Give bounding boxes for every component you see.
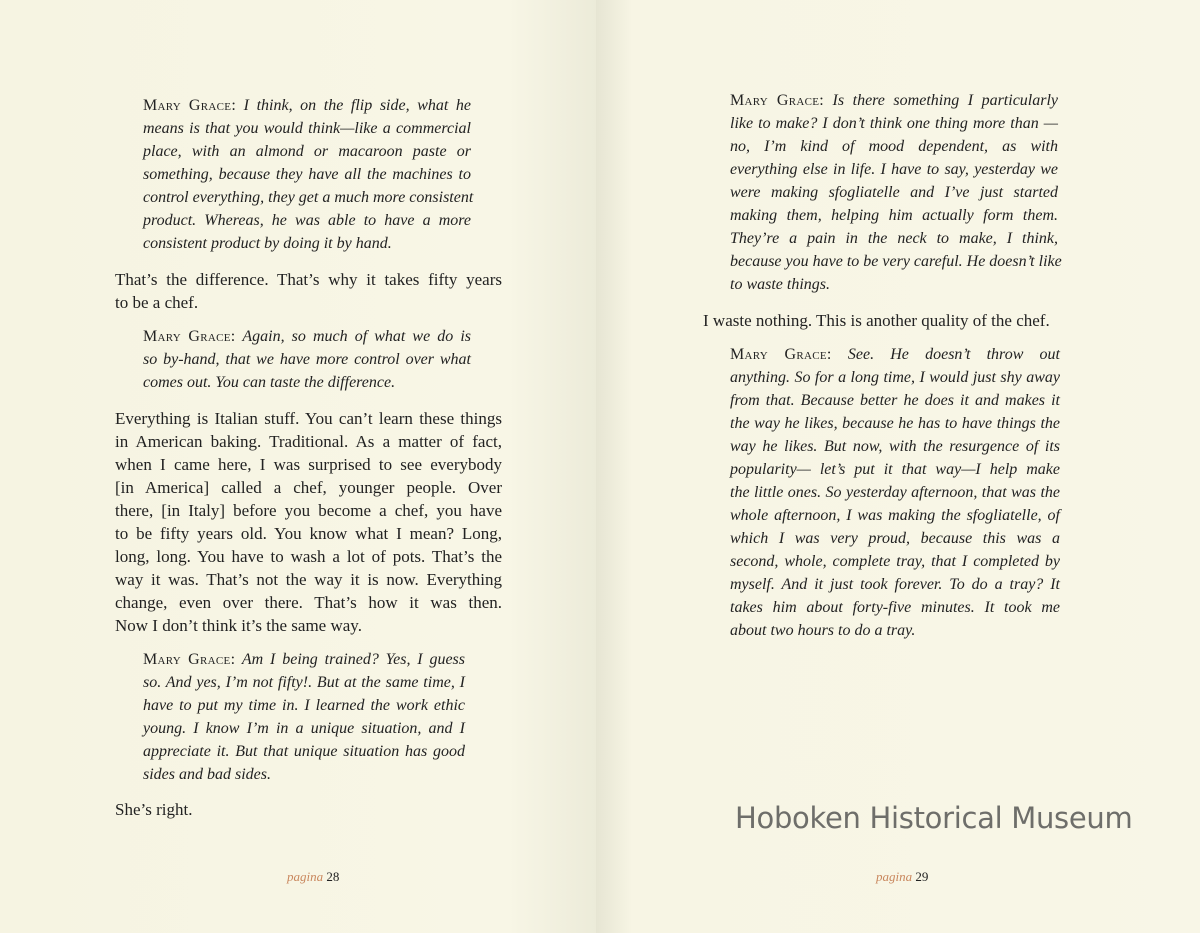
text-line bbox=[143, 140, 471, 163]
text-line bbox=[115, 522, 502, 545]
line-text: to be fifty years old. You know what I mean? Long, bbox=[115, 524, 502, 543]
right-page bbox=[596, 0, 1200, 933]
line-text: I waste nothing. This is another quality of the chef. bbox=[703, 311, 1050, 330]
text-line bbox=[115, 453, 502, 476]
text-line bbox=[730, 435, 1060, 458]
speaker-label: Mary Grace: bbox=[143, 97, 237, 114]
text-line bbox=[730, 135, 1058, 158]
text-line bbox=[115, 268, 502, 291]
line-text: long, long. You have to wash a lot of pots. That’s the bbox=[115, 547, 502, 566]
text-line bbox=[143, 671, 465, 694]
line-text: to waste things. bbox=[730, 276, 831, 293]
line-text: like to make? I don’t think one thing more than — bbox=[730, 115, 1058, 132]
text-line bbox=[703, 309, 1087, 332]
line-text: I think, on the flip side, what he bbox=[243, 97, 471, 114]
text-line bbox=[143, 325, 471, 348]
text-line bbox=[730, 89, 1058, 112]
line-text: there, [in Italy] before you become a chef, you have bbox=[115, 501, 502, 520]
line-text: means is that you would think—like a commercial bbox=[143, 120, 471, 137]
text-line bbox=[143, 186, 474, 209]
text-line bbox=[730, 458, 1060, 481]
line-text: everything else in life. I have to say, yesterday we bbox=[730, 161, 1058, 178]
speaker-label: Mary Grace: bbox=[143, 328, 236, 345]
text-line bbox=[143, 717, 465, 740]
body-paragraph bbox=[115, 798, 215, 821]
text-line bbox=[730, 273, 1058, 296]
text-line bbox=[730, 158, 1058, 181]
text-line bbox=[143, 763, 465, 786]
text-line bbox=[730, 204, 1058, 227]
text-line bbox=[730, 112, 1058, 135]
line-text: have to put my time in. I learned the work ethic bbox=[143, 697, 465, 714]
text-line bbox=[143, 740, 465, 763]
line-text: Is there something I particularly bbox=[832, 92, 1059, 109]
body-paragraph bbox=[703, 309, 1087, 332]
interview-quote bbox=[143, 325, 471, 394]
text-line bbox=[115, 499, 502, 522]
line-text: from that. Because better he does it and makes it bbox=[730, 392, 1060, 409]
text-line bbox=[730, 412, 1060, 435]
line-text: making them, helping him actually form them. bbox=[730, 207, 1058, 224]
line-text: to be a chef. bbox=[115, 293, 199, 312]
page-number: pagina 29 bbox=[876, 869, 929, 884]
line-text: when I came here, I was surprised to see everybody bbox=[115, 455, 502, 474]
text-line bbox=[143, 94, 471, 117]
line-text: See. He doesn’t throw out bbox=[847, 346, 1060, 363]
line-text: anything. So for a long time, I would just shy away bbox=[730, 369, 1060, 386]
text-line bbox=[143, 348, 471, 371]
text-line bbox=[115, 798, 215, 821]
line-text: which I was very proud, because this was a bbox=[730, 530, 1060, 547]
body-paragraph bbox=[115, 407, 502, 637]
museum-watermark: Hoboken Historical Museum bbox=[735, 801, 1133, 835]
line-text: so. And yes, I’m not fifty!. But at the same time, I bbox=[143, 674, 465, 691]
text-line bbox=[730, 550, 1060, 573]
text-line bbox=[143, 209, 471, 232]
line-text: so by-hand, that we have more control over what bbox=[143, 351, 471, 368]
text-line bbox=[730, 366, 1060, 389]
line-text: myself. And it just took forever. To do a tray? It bbox=[730, 576, 1060, 593]
line-text: change, even over there. That’s how it was then. bbox=[115, 593, 502, 612]
line-text: They’re a pain in the neck to make, I think, bbox=[730, 230, 1058, 247]
text-line bbox=[730, 527, 1060, 550]
speaker-label: Mary Grace: bbox=[730, 346, 832, 363]
line-text: place, with an almond or macaroon paste or bbox=[143, 143, 471, 160]
line-text: [in America] called a chef, younger people. Over bbox=[115, 478, 502, 497]
page-number: pagina 28 bbox=[287, 869, 340, 884]
text-line bbox=[730, 227, 1058, 250]
line-text: were making sfogliatelle and I’ve just started bbox=[730, 184, 1058, 201]
line-text: appreciate it. But that unique situation has good bbox=[143, 743, 465, 760]
speaker-label: Mary Grace: bbox=[730, 92, 825, 109]
text-line bbox=[730, 504, 1060, 527]
line-text: popularity— let’s put it that way—I help make bbox=[730, 461, 1060, 478]
line-text: Everything is Italian stuff. You can’t learn these things bbox=[115, 409, 502, 428]
line-text: because you have to be very careful. He doesn’t like bbox=[730, 253, 1062, 270]
line-text: takes him about forty-five minutes. It took me bbox=[730, 599, 1060, 616]
text-line bbox=[115, 291, 502, 314]
text-line bbox=[143, 232, 471, 255]
text-line bbox=[143, 648, 465, 671]
text-line bbox=[115, 430, 502, 453]
line-text: Am I being trained? Yes, I guess bbox=[241, 651, 466, 668]
line-text: second, whole, complete tray, that I completed by bbox=[730, 553, 1060, 570]
text-line bbox=[143, 371, 471, 394]
text-line bbox=[115, 591, 502, 614]
line-text: about two hours to do a tray. bbox=[730, 622, 916, 639]
line-text: whole afternoon, I was making the sfogliatelle, of bbox=[730, 507, 1060, 524]
text-line bbox=[115, 476, 502, 499]
text-line bbox=[730, 250, 1062, 273]
text-line bbox=[730, 389, 1060, 412]
line-text: way he likes. But now, with the resurgence of its bbox=[730, 438, 1060, 455]
interview-quote bbox=[143, 648, 465, 786]
line-text: Now I don’t think it’s the same way. bbox=[115, 616, 362, 635]
text-line bbox=[143, 694, 465, 717]
text-line bbox=[730, 596, 1060, 619]
line-text: the way he likes, because he has to have things the bbox=[730, 415, 1060, 432]
line-text: product. Whereas, he was able to have a more bbox=[143, 212, 471, 229]
text-line bbox=[730, 481, 1060, 504]
line-text: young. I know I’m in a unique situation, and I bbox=[143, 720, 465, 737]
interview-quote bbox=[730, 343, 1060, 642]
text-line bbox=[115, 545, 502, 568]
body-paragraph bbox=[115, 268, 502, 314]
line-text: something, because they have all the machines to bbox=[143, 166, 471, 183]
text-line bbox=[730, 573, 1060, 596]
line-text: the little ones. So yesterday afternoon, that was the bbox=[730, 484, 1060, 501]
text-line bbox=[730, 181, 1058, 204]
interview-quote bbox=[143, 94, 474, 255]
line-text: sides and bad sides. bbox=[143, 766, 271, 783]
line-text: That’s the difference. That’s why it takes fifty years bbox=[115, 270, 502, 289]
line-text: Again, so much of what we do is bbox=[242, 328, 472, 345]
text-line bbox=[115, 614, 502, 637]
text-line bbox=[730, 619, 1060, 642]
line-text: in American baking. Traditional. As a matter of fact, bbox=[115, 432, 502, 451]
left-page bbox=[0, 0, 596, 933]
interview-quote bbox=[730, 89, 1062, 296]
line-text: comes out. You can taste the difference. bbox=[143, 374, 396, 391]
line-text: way it was. That’s not the way it is now. Everything bbox=[115, 570, 502, 589]
text-line bbox=[730, 343, 1060, 366]
text-line bbox=[115, 407, 502, 430]
text-line bbox=[115, 568, 502, 591]
line-text: She’s right. bbox=[115, 800, 193, 819]
line-text: control everything, they get a much more consistent bbox=[143, 189, 474, 206]
line-text: no, I’m kind of mood dependent, as with bbox=[730, 138, 1058, 155]
speaker-label: Mary Grace: bbox=[143, 651, 236, 668]
text-line bbox=[143, 117, 471, 140]
line-text: consistent product by doing it by hand. bbox=[143, 235, 392, 252]
text-line bbox=[143, 163, 471, 186]
